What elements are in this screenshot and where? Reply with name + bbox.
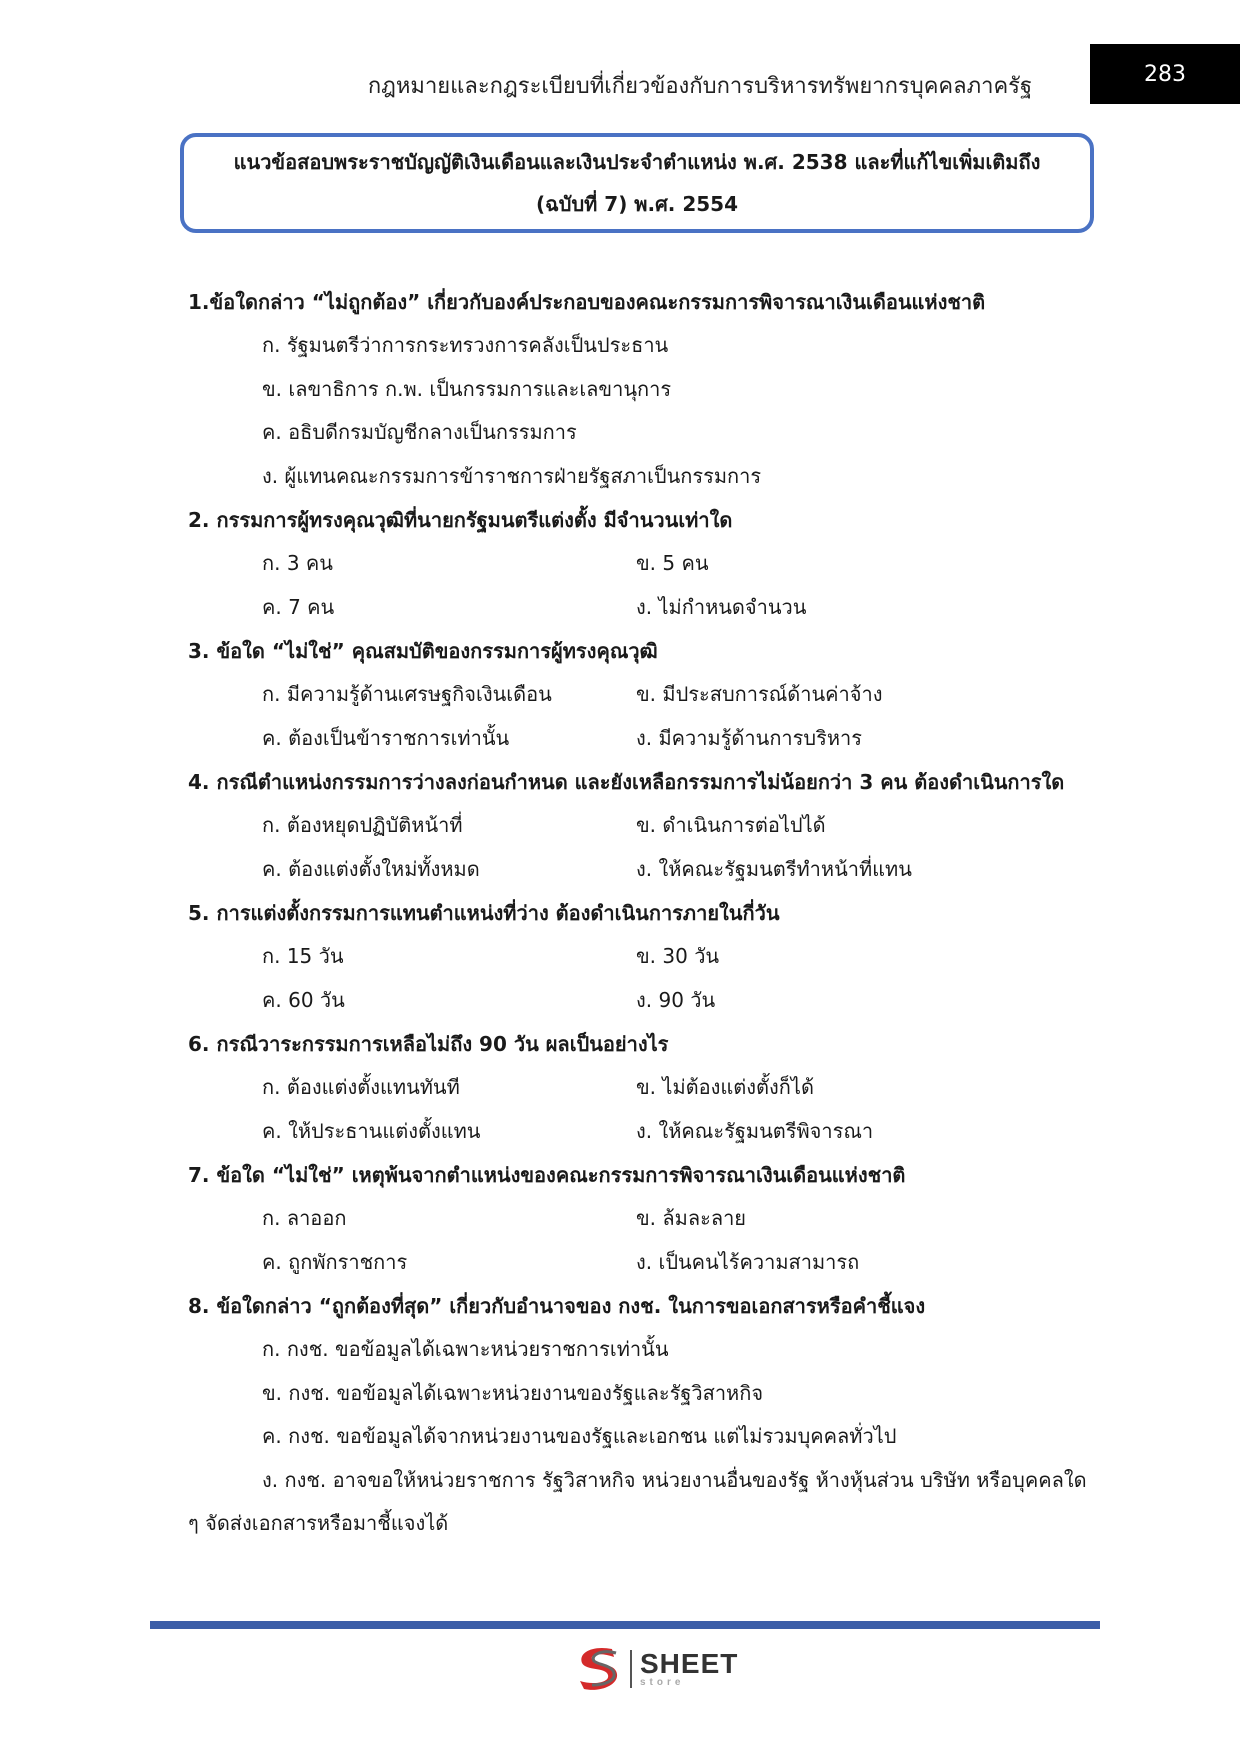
- footer-rule: [150, 1621, 1100, 1629]
- question-5-options-row-1: [188, 935, 1088, 979]
- question-6-option-a: ก. ต้องแต่งตั้งแทนทันที: [262, 1075, 460, 1099]
- question-6-option-c: ค. ให้ประธานแต่งตั้งแทน: [262, 1118, 481, 1143]
- question-3-option-c: ค. ต้องเป็นข้าราชการเท่านั้น: [262, 725, 510, 750]
- question-7-option-a: ก. ลาออก: [262, 1206, 347, 1230]
- question-4-options-row-1: [188, 804, 1088, 848]
- question-7-options-row-1: [188, 1197, 1088, 1241]
- question-5-option-a: ก. 15 วัน: [262, 944, 344, 968]
- question-7: 7. ข้อใด “ไม่ใช่” เหตุพ้นจากตำแหน่งของคณะกรรมการพิจารณาเงินเดือนแห่งชาติ: [188, 1163, 906, 1187]
- question-4-option-a: ก. ต้องหยุดปฏิบัติหน้าที่: [262, 813, 463, 837]
- question-8-option-d: ง. กงช. อาจขอให้หน่วยราชการ รัฐวิสาหกิจ หน่วยงานอื่นของรัฐ ห้างหุ้นส่วน บริษัท หรือบุคคลใด ๆ จัดส่งเอกสารหรือมาชี้แจงได้: [188, 1467, 1087, 1535]
- logo-subtext: store: [640, 1677, 685, 1688]
- question-8: 8. ข้อใดกล่าว “ถูกต้องที่สุด” เกี่ยวกับอำนาจของ กงช. ในการขอเอกสารหรือคำชี้แจง: [188, 1294, 926, 1318]
- question-4-option-c: ค. ต้องแต่งตั้งใหม่ทั้งหมด: [262, 856, 480, 881]
- section-title-box: [180, 133, 1094, 233]
- question-list: [188, 280, 1088, 1546]
- question-8-option-b: ข. กงช. ขอข้อมูลได้เฉพาะหน่วยงานของรัฐและรัฐวิสาหกิจ: [262, 1380, 764, 1405]
- question-4-options-row-2: [188, 848, 1088, 892]
- question-2-option-d: ง. ไม่กำหนดจำนวน: [636, 594, 807, 619]
- question-2-options-row-2: [188, 586, 1088, 630]
- question-2-option-c: ค. 7 คน: [262, 594, 335, 619]
- question-2-option-a: ก. 3 คน: [262, 551, 333, 575]
- question-6-option-b: ข. ไม่ต้องแต่งตั้งก็ได้: [636, 1075, 814, 1099]
- running-header: กฎหมายและกฎระเบียบที่เกี่ยวข้องกับการบริหารทรัพยากรบุคคลภาครัฐ: [367, 74, 1033, 99]
- sheet-store-logo: [572, 1643, 738, 1695]
- page-number: 283: [1090, 44, 1240, 104]
- question-5-option-d: ง. 90 วัน: [636, 987, 716, 1012]
- question-4-option-b: ข. ดำเนินการต่อไปได้: [636, 813, 826, 837]
- section-title-line-2: (ฉบับที่ 7) พ.ศ. 2554: [535, 192, 739, 216]
- question-5: 5. การแต่งตั้งกรรมการแทนตำแหน่งที่ว่าง ต้องดำเนินการภายในกี่วัน: [188, 901, 780, 925]
- question-1-option-b: ข. เลขาธิการ ก.พ. เป็นกรรมการและเลขานุการ: [262, 376, 672, 401]
- question-8-option-a: ก. กงช. ขอข้อมูลได้เฉพาะหน่วยราชการเท่านั้น: [262, 1337, 669, 1361]
- question-6-options-row-2: [188, 1110, 1088, 1154]
- question-6-option-d: ง. ให้คณะรัฐมนตรีพิจารณา: [636, 1118, 874, 1143]
- question-6-options-row-1: [188, 1066, 1088, 1110]
- question-1-option-a: ก. รัฐมนตรีว่าการกระทรวงการคลังเป็นประธาน: [262, 333, 669, 357]
- question-2-options-row-1: [188, 542, 1088, 586]
- question-7-option-c: ค. ถูกพักราชการ: [262, 1249, 408, 1274]
- logo-text: SHEET: [640, 1648, 739, 1679]
- question-1-option-c: ค. อธิบดีกรมบัญชีกลางเป็นกรรมการ: [262, 420, 577, 444]
- question-7-option-b: ข. ล้มละลาย: [636, 1206, 747, 1230]
- question-8-option-c: ค. กงช. ขอข้อมูลได้จากหน่วยงานของรัฐและเอกชน แต่ไม่รวมบุคคลทั่วไป: [262, 1424, 897, 1448]
- question-2-option-b: ข. 5 คน: [636, 551, 709, 575]
- question-4-option-d: ง. ให้คณะรัฐมนตรีทำหน้าที่แทน: [636, 856, 912, 881]
- question-2: 2. กรรมการผู้ทรงคุณวุฒิที่นายกรัฐมนตรีแต่งตั้ง มีจำนวนเท่าใด: [188, 508, 733, 532]
- sheet-logo-icon: [572, 1643, 624, 1695]
- question-3-option-a: ก. มีความรู้ด้านเศรษฐกิจเงินเดือน: [262, 682, 552, 706]
- question-3-options-row-2: [188, 717, 1088, 761]
- section-title-line-1: แนวข้อสอบพระราชบัญญัติเงินเดือนและเงินประจำตำแหน่ง พ.ศ. 2538 และที่แก้ไขเพิ่มเติมถึง: [233, 150, 1041, 174]
- question-1-option-d: ง. ผู้แทนคณะกรรมการข้าราชการฝ่ายรัฐสภาเป็นกรรมการ: [262, 463, 762, 488]
- question-4: 4. กรณีตำแหน่งกรรมการว่างลงก่อนกำหนด และยังเหลือกรรมการไม่น้อยกว่า 3 คน ต้องดำเนินการใด: [188, 770, 1065, 794]
- question-3-option-d: ง. มีความรู้ด้านการบริหาร: [636, 725, 862, 750]
- question-3-options-row-1: [188, 673, 1088, 717]
- question-1: 1.ข้อใดกล่าว “ไม่ถูกต้อง” เกี่ยวกับองค์ประกอบของคณะกรรมการพิจารณาเงินเดือนแห่งชาติ: [188, 290, 986, 314]
- question-3: 3. ข้อใด “ไม่ใช่” คุณสมบัติของกรรมการผู้ทรงคุณวุฒิ: [188, 639, 658, 663]
- question-7-options-row-2: [188, 1241, 1088, 1285]
- logo-wordmark: [630, 1650, 738, 1688]
- question-5-option-c: ค. 60 วัน: [262, 987, 345, 1012]
- question-6: 6. กรณีวาระกรรมการเหลือไม่ถึง 90 วัน ผลเป็นอย่างไร: [188, 1032, 669, 1056]
- question-7-option-d: ง. เป็นคนไร้ความสามารถ: [636, 1249, 860, 1274]
- question-3-option-b: ข. มีประสบการณ์ด้านค่าจ้าง: [636, 682, 883, 706]
- question-5-options-row-2: [188, 979, 1088, 1023]
- question-5-option-b: ข. 30 วัน: [636, 944, 720, 968]
